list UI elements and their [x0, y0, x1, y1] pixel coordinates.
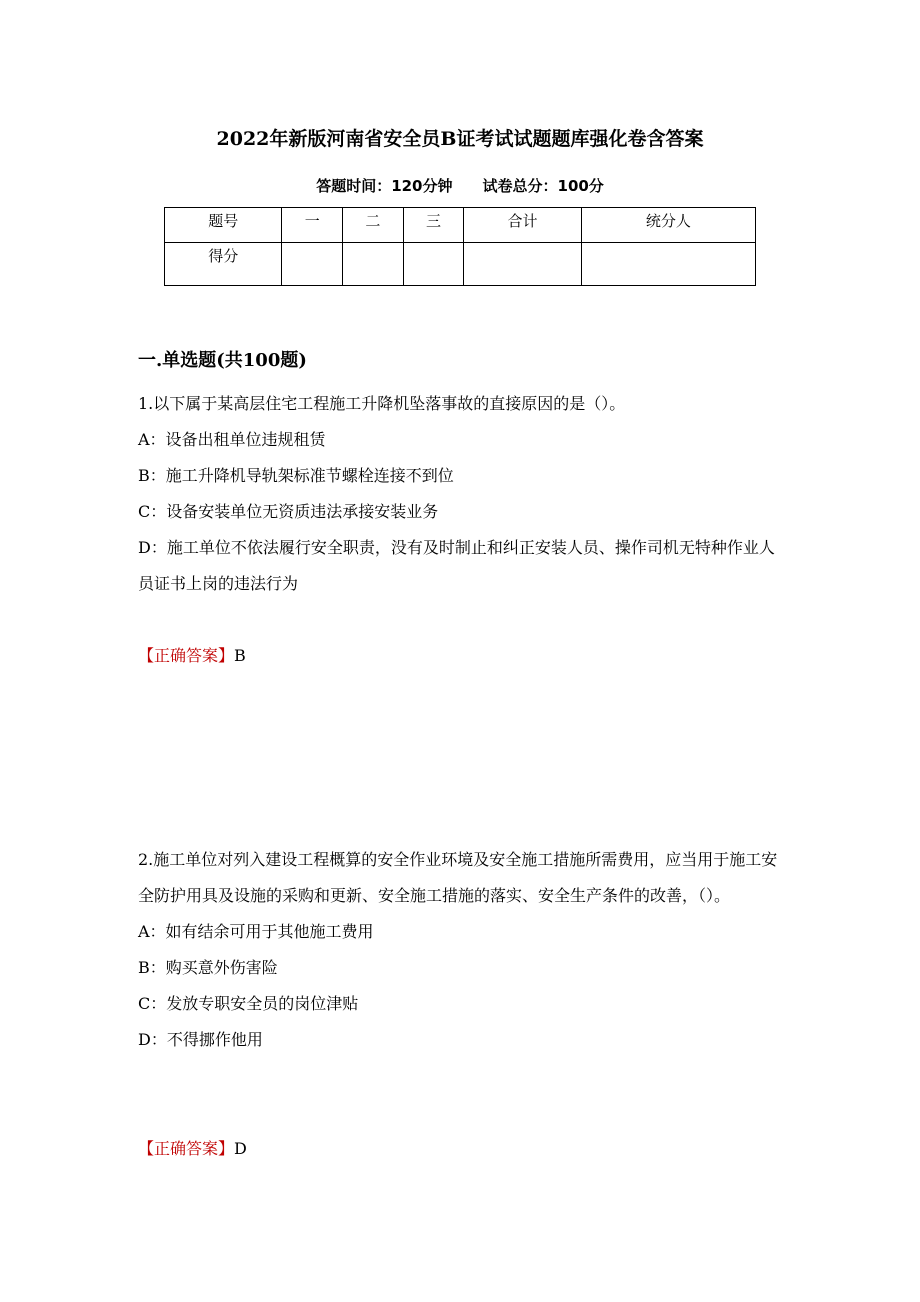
section-title: 一.单选题(共100题)	[138, 350, 307, 371]
question-option: D：不得挪作他用	[138, 1030, 263, 1049]
score-cell	[282, 243, 343, 286]
document-title: 2022年新版河南省安全员B证考试试题题库强化卷含答案	[216, 128, 704, 150]
score-cell	[343, 243, 404, 286]
score-header-cell: 三	[403, 208, 464, 243]
question-option: A：如有结余可用于其他施工费用	[138, 922, 374, 941]
score-header-cell: 题号	[165, 208, 282, 243]
score-cell	[464, 243, 581, 286]
question-stem: 1.以下属于某高层住宅工程施工升降机坠落事故的直接原因的是（）。	[138, 394, 626, 413]
score-cell	[403, 243, 464, 286]
answer-label: 【正确答案】	[138, 646, 235, 665]
exam-total-score: 试卷总分：100分	[482, 177, 604, 195]
score-header-cell: 二	[343, 208, 404, 243]
score-header-cell: 统分人	[581, 208, 755, 243]
score-header-cell: 一	[282, 208, 343, 243]
question-1	[138, 386, 788, 602]
score-cell	[581, 243, 755, 286]
answer-value: D	[234, 1139, 247, 1158]
score-table	[164, 207, 756, 286]
score-table-header-row	[165, 208, 756, 243]
score-table-score-row	[165, 243, 756, 286]
question-stem: 2.施工单位对列入建设工程概算的安全作业环境及安全施工措施所需费用，应当用于施工安全防护用具及设施的采购和更新、安全施工措施的落实、安全生产条件的改善，（）。	[138, 850, 778, 905]
exam-meta	[0, 175, 920, 196]
answer-value: B	[234, 646, 246, 665]
question-option: D：施工单位不依法履行安全职责，没有及时制止和纠正安装人员、操作司机无特种作业人员证书上岗的违法行为	[138, 538, 775, 593]
answer-label: 【正确答案】	[138, 1139, 235, 1158]
question-option: C：设备安装单位无资质违法承接安装业务	[138, 502, 439, 521]
answer-1	[138, 638, 788, 674]
score-row-label: 得分	[165, 243, 282, 286]
question-option: A：设备出租单位违规租赁	[138, 430, 326, 449]
score-header-cell: 合计	[464, 208, 581, 243]
question-option: B：施工升降机导轨架标准节螺栓连接不到位	[138, 466, 454, 485]
question-option: B：购买意外伤害险	[138, 958, 278, 977]
answer-2	[138, 1131, 788, 1167]
question-option: C：发放专职安全员的岗位津贴	[138, 994, 359, 1013]
question-2	[138, 842, 788, 1058]
exam-time: 答题时间：120分钟	[316, 177, 453, 195]
